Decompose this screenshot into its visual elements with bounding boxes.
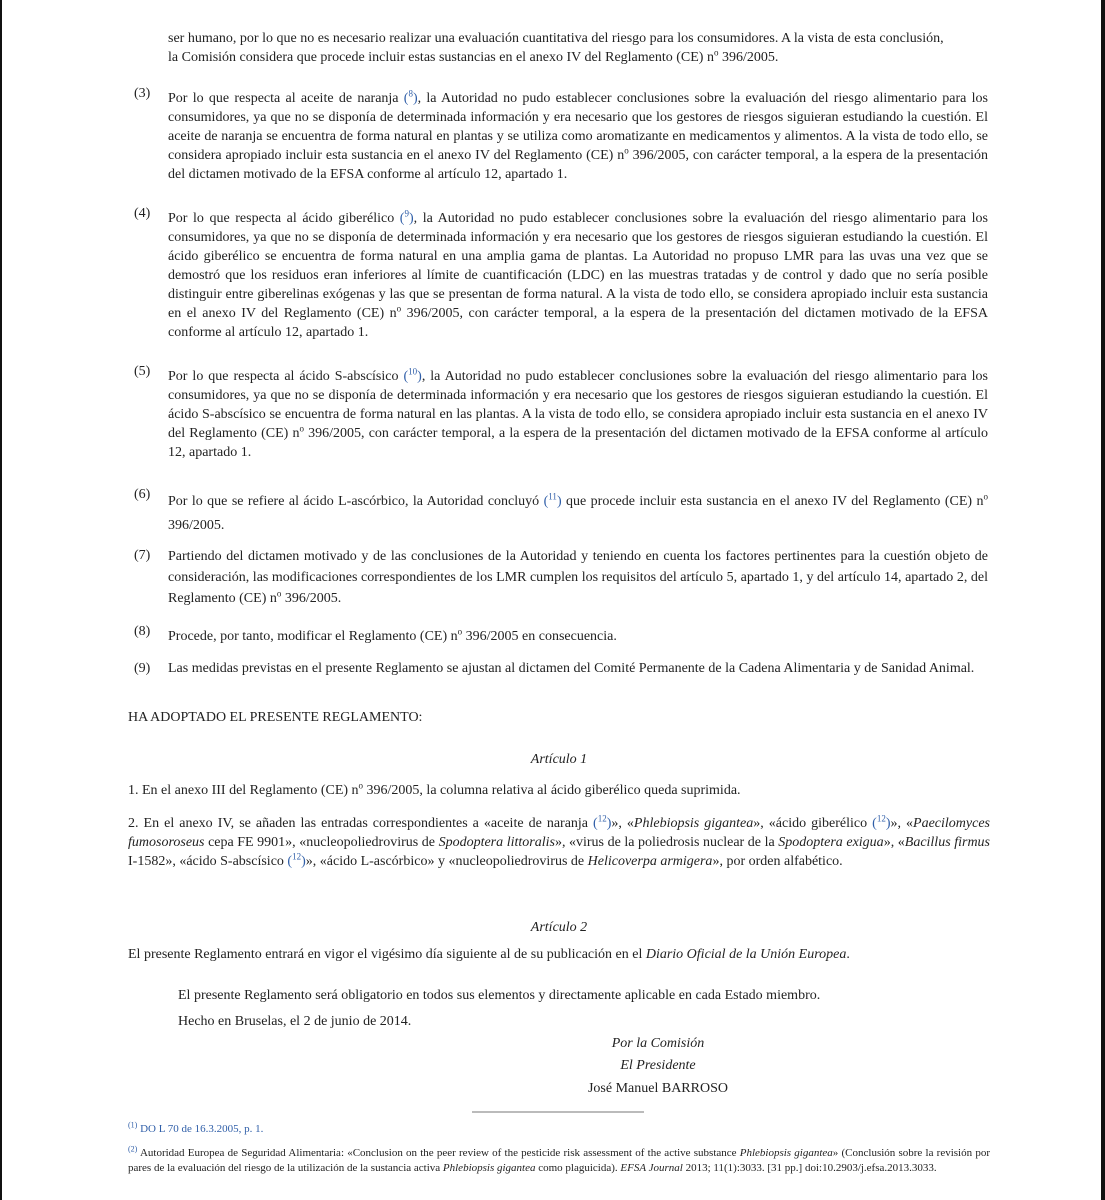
ordinal-superscript: o bbox=[624, 145, 629, 156]
recital-text: Procede, por tanto, modificar el Reglamento (CE) n bbox=[168, 629, 458, 644]
recital-5: Por lo que respecta al ácido S-abscísico ($^{10}$), la Autoridad no pudo establecer conclusiones sobre la evaluación del riesgo alimentario para los consumidores, ya que no se disponía de determinada información y era necesario que los gestores de riesgos siguieran estudiando la cuestión. El ácido S-abscísico se encuentra de forma natural en las plantas. A la vista de todo ello, se considera apropiado incluir esta sustancia en el anexo IV del Reglamento (CE) $n^o$ 396/2005, con carácter temporal, a la espera de la presentación del dictamen motivado de la EFSA conforme al artículo 12, apartado 1. bbox=[168, 366, 988, 460]
footnote-link[interactable]: 10 bbox=[408, 366, 418, 377]
species-name: Phlebiopsis gigantea bbox=[739, 1147, 833, 1159]
recital-4: Por lo que respecta al ácido giberélico ($^9$), la Autoridad no pudo establecer conclusiones sobre la evaluación del riesgo alimentario para los consumidores, ya que no se disponía de determinada información y era necesario que los gestores de riesgos siguieran estudiando la cuestión. El ácido giberélico se encuentra de forma natural en una amplia gama de plantas. La Autoridad no propuso LMR para las uvas una vez que se demostró que los residuos eran inferiores al límite de cuantificación (LDC) en las muestras tratadas y de control y dado que no sería posible distinguir entre giberelinas exógenas y las que se presentan de forma natural. A la vista de todo ello, se considera apropiado incluir esta sustancia en el anexo IV del Reglamento (CE) $n^o$ 396/2005, con carácter temporal, a la espera de la presentación del dictamen motivado de la EFSA conforme al artículo 12, apartado 1. bbox=[168, 208, 988, 340]
footnote-link[interactable]: 9 bbox=[404, 208, 409, 219]
footnote-text: » (Conclusión sobre la revisión por pares de la evaluación del riesgo de la utilización de la sustancia activa bbox=[128, 1147, 990, 1174]
recital-number: (3) bbox=[134, 86, 151, 101]
recital-9 bbox=[168, 659, 988, 678]
footnote-link[interactable]: 12 bbox=[292, 851, 302, 862]
binding-clause: El presente Reglamento será obligatorio en todos sus elementos y directamente aplicable en cada Estado miembro. bbox=[178, 988, 821, 1003]
species-name: Bacillus firmus bbox=[904, 835, 991, 850]
recital-text: Las medidas previstas en el presente Reglamento se ajustan al dictamen del Comité Permanente de la Cadena Alimentaria y de Sanidad Animal. bbox=[168, 661, 975, 676]
recital-number: (8) bbox=[134, 624, 151, 639]
ordinal-superscript: o bbox=[299, 423, 304, 434]
footnote-link[interactable]: 12 bbox=[597, 813, 607, 824]
article-text: », por orden alfabético. bbox=[712, 854, 843, 869]
done-at: Hecho en Bruselas, el 2 de junio de 2014. bbox=[178, 1014, 412, 1029]
recital-text: Por lo que respecta al ácido giberélico bbox=[168, 211, 400, 226]
regulation-number: 396/2005. bbox=[718, 50, 779, 65]
footnote-separator bbox=[472, 1111, 644, 1113]
species-name: Helicoverpa armigera bbox=[587, 854, 713, 869]
species-name: Paecilomyces fumosoroseus bbox=[128, 816, 990, 850]
footnote-link[interactable]: 8 bbox=[408, 88, 413, 99]
recital-continuation bbox=[168, 29, 988, 67]
recital-text: , la Autoridad no pudo establecer conclusiones sobre la evaluación del riesgo alimentario para los consumidores, ya que no se disponía de determinada información y era necesario que los gestores de riesgos siguieran estudiando la cuestión. El aceite de naranja se encuentra de forma natural en plantas y se utiliza como aromatizante en medicamentos y alimentos. A la vista de todo ello, se considera apropiado incluir esta sustancia en el anexo IV del Reglamento (CE) n bbox=[168, 91, 988, 163]
ordinal-superscript: o bbox=[358, 780, 364, 791]
article-2-paragraph bbox=[128, 945, 990, 964]
article-1-paragraph-1 bbox=[128, 781, 990, 800]
footnote-1: $^{(1)}$ DO L 70 de 16.3.2005, p. 1. bbox=[128, 1120, 264, 1135]
article-text: cepa FE 9901», «nucleopoliedrovirus de bbox=[204, 835, 439, 850]
article-1-heading: Artículo 1 bbox=[530, 752, 588, 767]
ordinal-superscript: o bbox=[457, 626, 463, 637]
recital-text: Partiendo del dictamen motivado y de las conclusiones de la Autoridad y teniendo en cuenta los factores pertinentes para la cuestión objeto de consideración, las modificaciones correspondientes de los LMR cumplen los requisitos del artículo 5, apartado 1, y del artículo 14, apartado 2, del Reglamento (CE) n bbox=[168, 549, 988, 606]
recital-text: Por lo que se refiere al ácido L-ascórbico, la Autoridad concluyó bbox=[168, 494, 544, 509]
article-text: I-1582», «ácido S-abscísico bbox=[128, 854, 288, 869]
page-edge-left bbox=[0, 0, 2, 1200]
signature-role: El Presidente bbox=[620, 1058, 696, 1073]
recital-8 bbox=[168, 627, 988, 646]
recital-text: que procede incluir esta sustancia en el anexo IV del Reglamento (CE) n bbox=[561, 494, 984, 509]
recital-text: , la Autoridad no pudo establecer conclusiones sobre la evaluación del riesgo alimentario para los consumidores, ya que no se disponía de determinada información y era necesario que los gestores de riesgos siguieran estudiando la cuestión. El ácido giberélico se encuentra de forma natural en una amplia gama de plantas. La Autoridad no propuso LMR para las uvas una vez que se demostró que los residuos eran inferiores al límite de cuantificación (LDC) en las muestras tratadas y de control y dado que no sería posible distinguir entre giberelinas exógenas y las que se presentan de forma natural. A la vista de todo ello, se considera apropiado incluir esta sustancia en el anexo IV del Reglamento (CE) n bbox=[168, 211, 988, 321]
recital-text: , la Autoridad no pudo establecer conclusiones sobre la evaluación del riesgo alimentario para los consumidores, ya que no se disponía de determinada información y era necesario que los gestores de riesgos siguieran estudiando la cuestión. El ácido S-abscísico se encuentra de forma natural en las plantas. A la vista de todo ello, se considera apropiado incluir esta sustancia en el anexo IV del Reglamento (CE) n bbox=[168, 369, 988, 441]
article-text: 1. En el anexo III del Reglamento (CE) n bbox=[128, 783, 359, 798]
article-text: », «virus de la poliedrosis nuclear de la bbox=[554, 835, 779, 850]
journal-title: Diario Oficial de la Unión Europea bbox=[645, 947, 847, 962]
signature-name: José Manuel BARROSO bbox=[587, 1081, 728, 1096]
recital-7 bbox=[168, 546, 988, 609]
recital-number: (5) bbox=[134, 364, 151, 379]
article-text: El presente Reglamento entrará en vigor el vigésimo día siguiente al de su publicación en el bbox=[128, 947, 646, 962]
page-edge-right bbox=[1101, 0, 1105, 1200]
ordinal-superscript: o bbox=[396, 303, 402, 314]
article-text: », «ácido L-ascórbico» y «nucleopoliedrovirus de bbox=[305, 854, 588, 869]
species-name: Spodoptera exigua bbox=[778, 835, 884, 850]
journal-title: EFSA Journal bbox=[620, 1162, 683, 1174]
footnote-link[interactable]: 11 bbox=[548, 491, 557, 502]
recital-number: (7) bbox=[134, 548, 151, 563]
article-text: . bbox=[846, 947, 850, 962]
recital-text: 396/2005, con carácter temporal, a la espera de la presentación del dictamen motivado de la EFSA conforme al artículo 12, apartado 1. bbox=[168, 306, 988, 340]
recital-continuation-line2: la Comisión considera que procede incluir estas sustancias en el anexo IV del Reglamento (CE) n bbox=[168, 50, 714, 65]
adoption-statement: HA ADOPTADO EL PRESENTE REGLAMENTO: bbox=[128, 710, 423, 725]
species-name: Spodoptera littoralis bbox=[438, 835, 555, 850]
footnote-text: 2013; 11(1):3033. [31 pp.] doi:10.2903/j.efsa.2013.3033. bbox=[682, 1162, 937, 1174]
footnote-text: como plaguicida). bbox=[535, 1162, 621, 1174]
ordinal-superscript: o bbox=[983, 491, 988, 502]
article-1-paragraph-2: 2. En el anexo IV, se añaden las entradas correspondientes a «aceite de naranja ($^{12}$)», «Phlebiopsis gigantea», «ácido giberélico ($^{12}$)», «Paecilomyces fumosoroseus cepa FE 9901», «nucleopoliedrovirus de Spodoptera littoralis», «virus de la poliedrosis nuclear de la Spodoptera exigua», «Bacillus firmus I-1582», «ácido S-abscísico ($^{12}$)», «ácido L-ascórbico» y «nucleopoliedrovirus de Helicoverpa armigera», por orden alfabético. bbox=[128, 813, 991, 869]
footnote-2: $^{(2)}$ Autoridad Europea de Seguridad Alimentaria: «Conclusion on the peer review of the pesticide risk assessment of the active substance Phlebiopsis gigantea» (Conclusión sobre la revisión por pares de la evaluación del riesgo de la utilización de la sustancia activa Phlebiopsis gigantea como plaguicida). EFSA Journal 2013; 11(1):3033. [31 pp.] doi:10.2903/j.efsa.2013.3033. bbox=[128, 1144, 990, 1174]
recital-number: (4) bbox=[134, 206, 151, 221]
article-text: », « bbox=[611, 816, 634, 831]
recital-number: (6) bbox=[134, 487, 151, 502]
footnote-link[interactable]: 12 bbox=[876, 813, 886, 824]
recital-text: Por lo que respecta al aceite de naranja bbox=[168, 91, 404, 106]
article-text: », «ácido giberélico bbox=[753, 816, 873, 831]
recital-text: Por lo que respecta al ácido S-abscísico bbox=[168, 369, 404, 384]
signature-institution: Por la Comisión bbox=[611, 1036, 705, 1051]
recital-3: Por lo que respecta al aceite de naranja ($^8$), la Autoridad no pudo establecer conclusiones sobre la evaluación del riesgo alimentario para los consumidores, ya que no se disponía de determinada información y era necesario que los gestores de riesgos siguieran estudiando la cuestión. El aceite de naranja se encuentra de forma natural en plantas y se utiliza como aromatizante en medicamentos y alimentos. A la vista de todo ello, se considera apropiado incluir esta sustancia en el anexo IV del Reglamento (CE) $n^o$ 396/2005, con carácter temporal, a la espera de la presentación del dictamen motivado de la EFSA conforme al artículo 12, apartado 1. bbox=[168, 88, 988, 182]
article-2-heading: Artículo 2 bbox=[530, 920, 588, 935]
footnote-number: 1 bbox=[130, 1120, 135, 1130]
recital-text: 396/2005, con carácter temporal, a la espera de la presentación del dictamen motivado de la EFSA conforme al artículo 12, apartado 1. bbox=[168, 148, 988, 182]
ordinal-superscript: o bbox=[713, 47, 719, 58]
article-text: », « bbox=[883, 835, 905, 850]
recital-number: (9) bbox=[134, 661, 151, 676]
article-text: », « bbox=[890, 816, 914, 831]
footnote-text[interactable]: DO L 70 de 16.3.2005, p. 1. bbox=[137, 1123, 264, 1135]
ordinal-superscript: o bbox=[276, 588, 282, 599]
recital-text: 396/2005. bbox=[168, 518, 225, 533]
recital-continuation-line1: ser humano, por lo que no es necesario realizar una evaluación cuantitativa del riesgo para los consumidores. A la vista de esta conclusión, bbox=[168, 31, 944, 46]
species-name: Phlebiopsis gigantea bbox=[442, 1162, 536, 1174]
recital-6: Por lo que se refiere al ácido L-ascórbico, la Autoridad concluyó ($^{11}$) que procede incluir esta sustancia en el anexo IV del Reglamento (CE) $n^o$ 396/2005. bbox=[168, 491, 988, 533]
article-text: 396/2005, la columna relativa al ácido giberélico queda suprimida. bbox=[363, 783, 741, 798]
recital-text: 396/2005, con carácter temporal, a la espera de la presentación del dictamen motivado de la EFSA conforme al artículo 12, apartado 1. bbox=[168, 426, 988, 460]
recital-text: 396/2005 en consecuencia. bbox=[462, 629, 617, 644]
species-name: Phlebiopsis gigantea bbox=[633, 816, 754, 831]
footnote-number[interactable]: 2 bbox=[130, 1144, 135, 1154]
recital-text: 396/2005. bbox=[281, 591, 342, 606]
footnote-text: Autoridad Europea de Seguridad Alimentaria: «Conclusion on the peer review of the pesticide risk assessment of the active substance bbox=[137, 1147, 740, 1159]
article-text: 2. En el anexo IV, se añaden las entradas correspondientes a «aceite de naranja bbox=[128, 816, 594, 831]
